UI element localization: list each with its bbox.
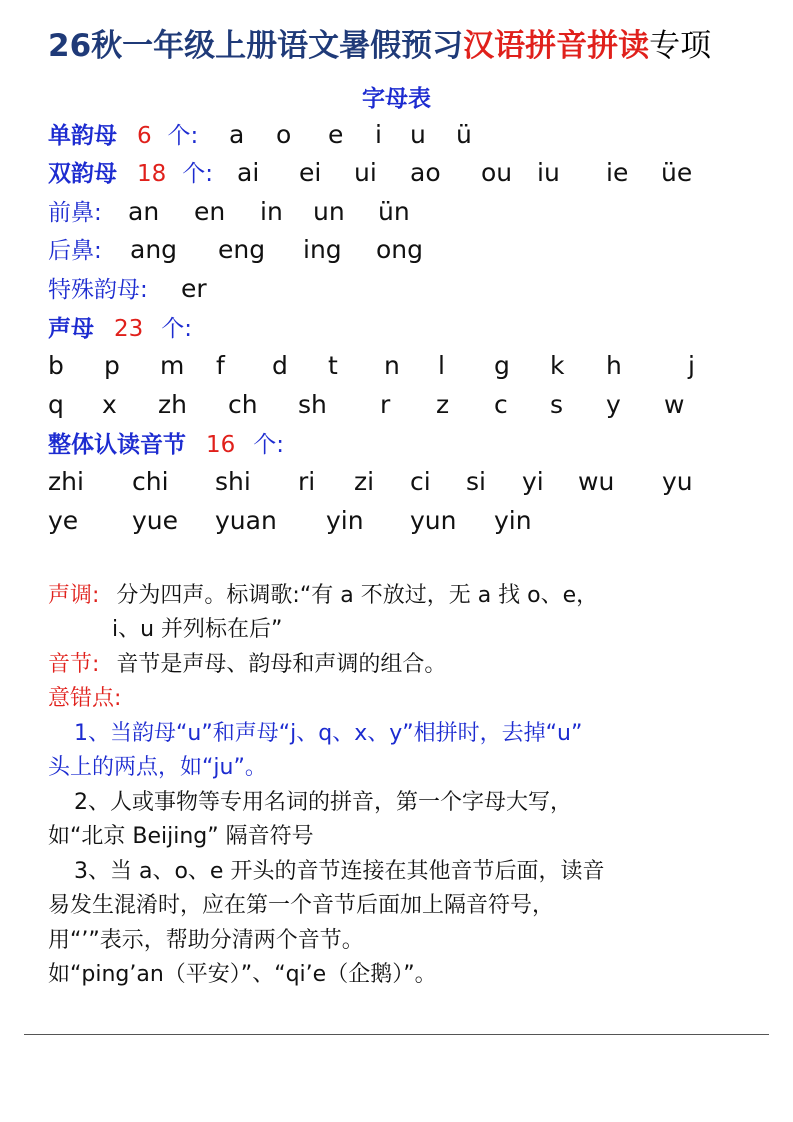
syllable-item: shi: [215, 467, 251, 496]
whole-syllables-count: 16: [205, 432, 236, 458]
mistake-3-line-4: 如“ping’an（平安）”、“qi’e（企鹅）”。: [48, 962, 437, 987]
initial-item: zh: [158, 390, 187, 419]
tones-text-1: 分为四声。标调歌:“有 a 不放过，无 a 找 o、e，: [116, 583, 599, 608]
front-nasal-row: [48, 197, 410, 226]
initials-label: 声母: [48, 316, 94, 342]
syllable-item: yue: [132, 506, 179, 535]
nasal-item: en: [194, 197, 226, 226]
initial-item: r: [380, 390, 391, 419]
initial-item: k: [550, 351, 565, 380]
final-item: ei: [299, 158, 322, 187]
initial-item: j: [688, 351, 695, 380]
mistake-2-line-2: 如“北京 Beijing” 隔音符号: [48, 824, 314, 849]
initial-item: q: [48, 390, 64, 419]
syllable-item: zi: [354, 467, 375, 496]
final-item: e: [328, 120, 344, 149]
title-part-special: 专项: [649, 28, 712, 64]
syllable-item: yin: [494, 506, 532, 535]
whole-syllables-label: 整体认读音节: [48, 432, 186, 458]
initial-item: h: [606, 351, 622, 380]
mistake-3-line-3: 用“’”表示，帮助分清两个音节。: [48, 928, 364, 953]
initial-item: s: [550, 390, 564, 419]
compound-finals-unit: 个:: [182, 161, 213, 187]
initial-item: l: [438, 351, 445, 380]
final-item: üe: [661, 158, 693, 187]
initial-item: t: [328, 351, 338, 380]
syllable-line: [48, 654, 446, 676]
mistake-2-line-1: 2、人或事物等专用名词的拼音，第一个字母大写，: [74, 790, 572, 815]
syllable-item: ri: [298, 467, 316, 496]
compound-finals-row: [48, 158, 693, 187]
syllable-label: 音节:: [48, 652, 100, 677]
special-final-item: er: [181, 274, 207, 303]
single-finals-label: 单韵母: [48, 123, 117, 149]
compound-finals-label: 双韵母: [48, 161, 117, 187]
initial-item: sh: [298, 390, 327, 419]
tones-label: 声调:: [48, 583, 100, 608]
single-finals-row: [48, 120, 472, 149]
initial-item: m: [160, 351, 185, 380]
whole-syllables-unit: 个:: [253, 432, 284, 458]
initial-item: c: [494, 390, 508, 419]
nasal-item: un: [313, 197, 345, 226]
special-final-label: 特殊韵母:: [48, 277, 148, 303]
syllable-item: ci: [410, 467, 431, 496]
initials-unit: 个:: [161, 316, 192, 342]
syllable-item: wu: [578, 467, 615, 496]
final-item: ü: [456, 120, 472, 149]
initial-item: w: [664, 390, 685, 419]
alphabet-heading: 字母表: [362, 86, 431, 112]
initial-item: ch: [228, 390, 258, 419]
title-part-grade: 26秋一年级上册语文暑假预习: [48, 28, 464, 64]
nasal-item: ing: [303, 235, 342, 264]
syllable-item: si: [466, 467, 486, 496]
initial-item: b: [48, 351, 64, 380]
initials-header: [48, 315, 192, 341]
initial-item: y: [606, 390, 621, 419]
mistake-3-line-2: 易发生混淆时，应在第一个音节后面加上隔音符号，: [48, 893, 555, 918]
nasal-item: ün: [378, 197, 410, 226]
initial-item: x: [102, 390, 117, 419]
compound-finals-count: 18: [136, 161, 167, 187]
initial-item: f: [216, 351, 225, 380]
final-item: ui: [354, 158, 377, 187]
nasal-item: an: [128, 197, 160, 226]
syllable-text: 音节是声母、韵母和声调的组合。: [116, 652, 447, 677]
special-final-row: [48, 274, 207, 303]
syllable-item: yun: [410, 506, 457, 535]
final-item: iu: [537, 158, 560, 187]
front-nasal-label: 前鼻:: [48, 200, 102, 226]
final-item: ie: [606, 158, 629, 187]
syllable-item: yin: [326, 506, 364, 535]
bottom-divider: [24, 1034, 769, 1035]
final-item: a: [229, 120, 245, 149]
final-item: ou: [481, 158, 513, 187]
final-item: o: [276, 120, 292, 149]
syllable-item: yu: [662, 467, 693, 496]
final-item: ao: [410, 158, 441, 187]
initial-item: n: [384, 351, 400, 380]
final-item: ai: [237, 158, 260, 187]
mistake-1-line-2: 头上的两点，如“ju”。: [48, 755, 267, 780]
back-nasal-row: [48, 235, 424, 264]
tones-line-1: [48, 585, 598, 607]
initial-item: p: [104, 351, 120, 380]
nasal-item: in: [260, 197, 283, 226]
nasal-item: eng: [218, 235, 266, 264]
syllable-item: chi: [132, 467, 169, 496]
syllable-item: zhi: [48, 467, 84, 496]
initial-item: g: [494, 351, 510, 380]
single-finals-unit: 个:: [167, 123, 199, 149]
initial-item: z: [436, 390, 450, 419]
back-nasal-label: 后鼻:: [48, 238, 102, 264]
final-item: u: [410, 120, 426, 149]
nasal-item: ong: [376, 235, 424, 264]
whole-syllables-header: [48, 431, 284, 457]
nasal-item: ang: [130, 235, 178, 264]
mistake-1-line-1: 1、当韵母“u”和声母“j、q、x、y”相拼时，去掉“u”: [74, 721, 583, 746]
syllable-item: yuan: [215, 506, 277, 535]
initial-item: d: [272, 351, 288, 380]
final-item: i: [375, 120, 382, 149]
syllable-item: ye: [48, 506, 79, 535]
mistakes-label: 意错点:: [48, 686, 122, 711]
initials-count: 23: [113, 316, 144, 342]
tones-text-2: i、u 并列标在后”: [112, 617, 283, 642]
syllable-item: yi: [522, 467, 544, 496]
title-part-pinyin: 汉语拼音拼读: [463, 28, 650, 64]
single-finals-count: 6: [136, 123, 152, 149]
mistake-3-line-1: 3、当 a、o、e 开头的音节连接在其他音节后面，读音: [74, 859, 605, 884]
document-title: [48, 20, 711, 65]
